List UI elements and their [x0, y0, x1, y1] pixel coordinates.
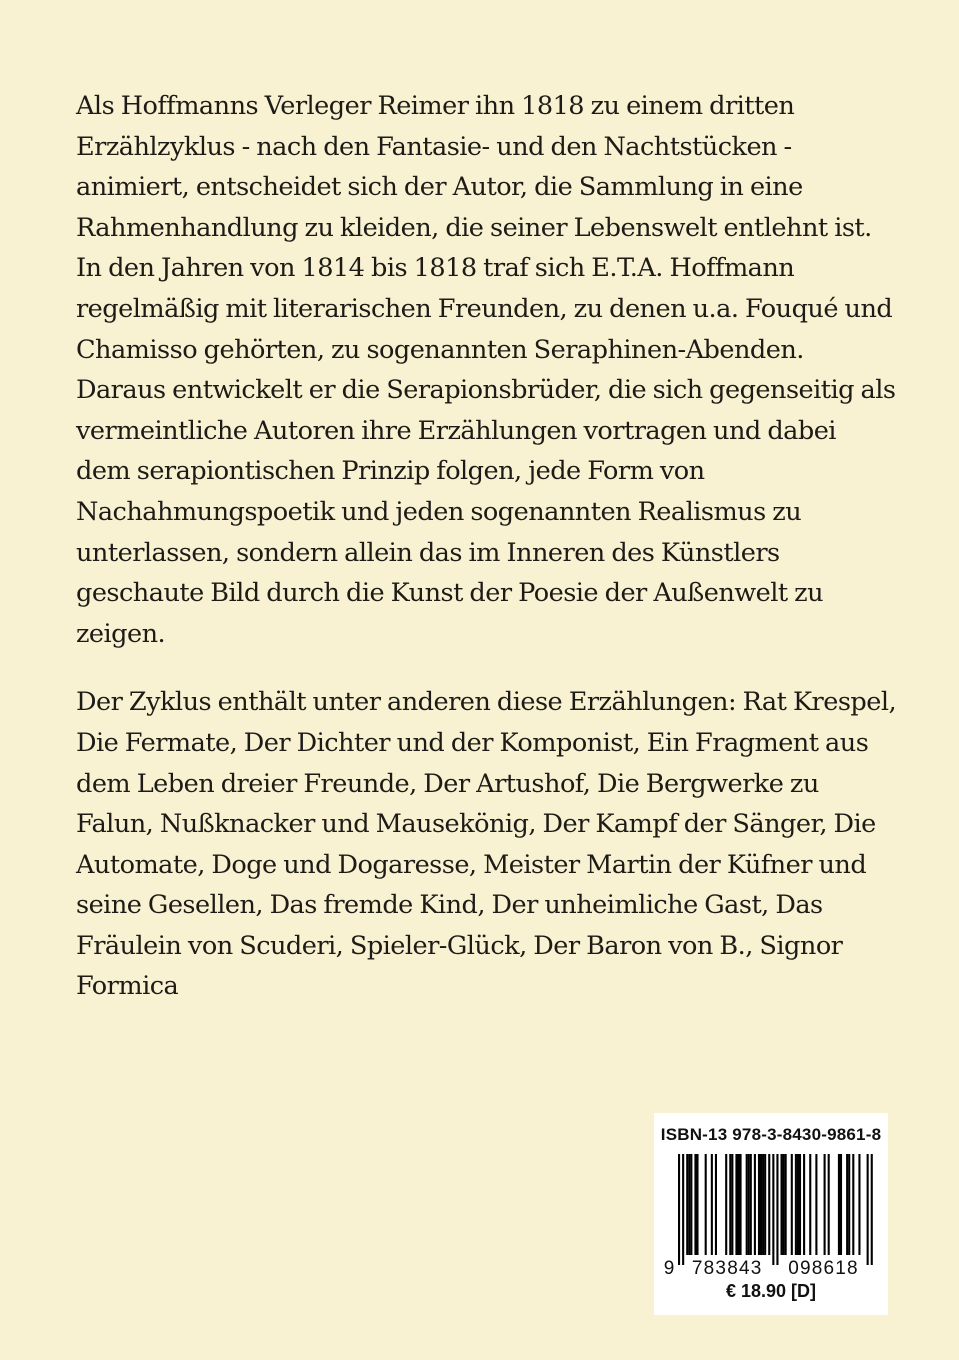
barcode-bar [781, 1154, 783, 1255]
text-line: Formica [76, 971, 179, 1002]
barcode-bar [867, 1154, 869, 1265]
barcode-bar [748, 1154, 750, 1255]
barcode-bar [760, 1154, 762, 1255]
barcode-bar [846, 1154, 848, 1255]
text-line: Daraus entwickelt er die Serapionsbrüder, die sich gegenseitig als [76, 375, 896, 406]
text-line: regelmäßig mit literarischen Freunden, zu denen u.a. Fouqué und [76, 293, 893, 324]
barcode-bar [772, 1154, 774, 1265]
paragraph-gap [76, 654, 896, 682]
barcode-bar [678, 1154, 680, 1265]
barcode-bar [688, 1154, 690, 1255]
barcode-bar [795, 1154, 797, 1255]
price: € 18.90 [D] [725, 1281, 817, 1301]
barcode-bar [852, 1154, 854, 1255]
barcode-bar [840, 1154, 842, 1255]
text-line: unterlassen, sondern allein das im Inneren des Künstlers [76, 537, 780, 568]
text-line: Falun, Nußknacker und Mausekönig, Der Kampf der Sänger, Die [76, 809, 876, 840]
ean13-barcode [654, 1113, 888, 1283]
barcode-digit-lead: 9 [663, 1258, 675, 1279]
barcode-bar [758, 1154, 760, 1255]
barcode-bar [694, 1154, 696, 1255]
barcode-bar [750, 1154, 752, 1255]
barcode-bar [858, 1154, 860, 1255]
barcode-bar [686, 1154, 688, 1255]
barcode-bar [776, 1154, 778, 1265]
barcode-bar [690, 1154, 692, 1255]
barcode-bar [803, 1154, 805, 1255]
barcode-bar [762, 1154, 764, 1255]
text-line: animiert, entscheidet sich der Autor, die Sammlung in eine [76, 172, 803, 203]
text-line: In den Jahren von 1814 bis 1818 traf sich E.T.A. Hoffmann [76, 253, 795, 284]
text-line: Automate, Doge und Dogaresse, Meister Martin der Küfner und [76, 849, 867, 880]
isbn-number: ISBN-13 978-3-8430-9861-8 [660, 1125, 882, 1144]
barcode-bar [828, 1154, 830, 1255]
barcode-bar [737, 1154, 739, 1255]
barcode-bar [783, 1154, 785, 1255]
barcode-bar [768, 1154, 770, 1255]
barcode-bar [711, 1154, 713, 1255]
text-line: Als Hoffmanns Verleger Reimer ihn 1818 zu einem dritten [76, 91, 795, 121]
barcode-bar [791, 1154, 793, 1255]
barcode-bar [785, 1154, 787, 1255]
barcode-bar [797, 1154, 799, 1255]
barcode-bar [809, 1154, 811, 1255]
barcode-bar [848, 1154, 850, 1255]
barcode-bar [746, 1154, 748, 1255]
text-line: seine Gesellen, Das fremde Kind, Der unheimliche Gast, Das [76, 890, 823, 921]
barcode-bar [729, 1154, 731, 1255]
barcode-digits-left: 783843 [691, 1258, 763, 1279]
barcode-bar [731, 1154, 733, 1255]
barcode-digits-right: 098618 [788, 1258, 859, 1279]
barcode-bar [838, 1154, 840, 1255]
text-line: dem serapiontischen Prinzip folgen, jede Form von [76, 456, 705, 487]
text-line: zeigen. [76, 618, 166, 649]
barcode-bar [799, 1154, 801, 1255]
text-line: Der Zyklus enthält unter anderen diese Erzählungen: Rat Krespel, [76, 687, 897, 718]
barcode-bar [740, 1154, 742, 1255]
barcode-bar [735, 1154, 737, 1255]
barcode-bar [696, 1154, 698, 1255]
barcode-bar [705, 1154, 707, 1255]
barcode-bars [678, 1154, 873, 1265]
barcode-label [654, 1113, 888, 1315]
barcode-bar [754, 1154, 756, 1255]
text-line: Rahmenhandlung zu kleiden, die seiner Lebenswelt entlehnt ist. [76, 212, 872, 243]
barcode-bar [824, 1154, 826, 1255]
barcode-bar [871, 1154, 873, 1265]
blurb-paragraph-1 [76, 86, 896, 654]
text-line: vermeintliche Autoren ihre Erzählungen vortragen und dabei [76, 415, 836, 446]
text-line: geschaute Bild durch die Kunst der Poesie der Außenwelt zu [76, 578, 824, 609]
blurb-paragraph-2 [76, 682, 896, 1007]
blurb-text [76, 86, 896, 1007]
text-line: Fräulein von Scuderi, Spieler-Glück, Der Baron von B., Signor [76, 930, 843, 961]
barcode-bar [764, 1154, 766, 1255]
barcode-bar [725, 1154, 727, 1255]
barcode-bar [815, 1154, 817, 1255]
barcode-bar [682, 1154, 684, 1265]
text-line: Erzählzyklus - nach den Fantasie- und den Nachtstücken - [76, 131, 792, 162]
text-line: Chamisso gehörten, zu sogenannten Seraphinen-Abenden. [76, 334, 804, 365]
text-line: Nachahmungspoetik und jeden sogenannten Realismus zu [76, 496, 802, 527]
barcode-bar [715, 1154, 717, 1255]
text-line: dem Leben dreier Freunde, Der Artushof, Die Bergwerke zu [76, 768, 819, 799]
text-line: Die Fermate, Der Dichter und der Komponist, Ein Fragment aus [76, 727, 869, 758]
